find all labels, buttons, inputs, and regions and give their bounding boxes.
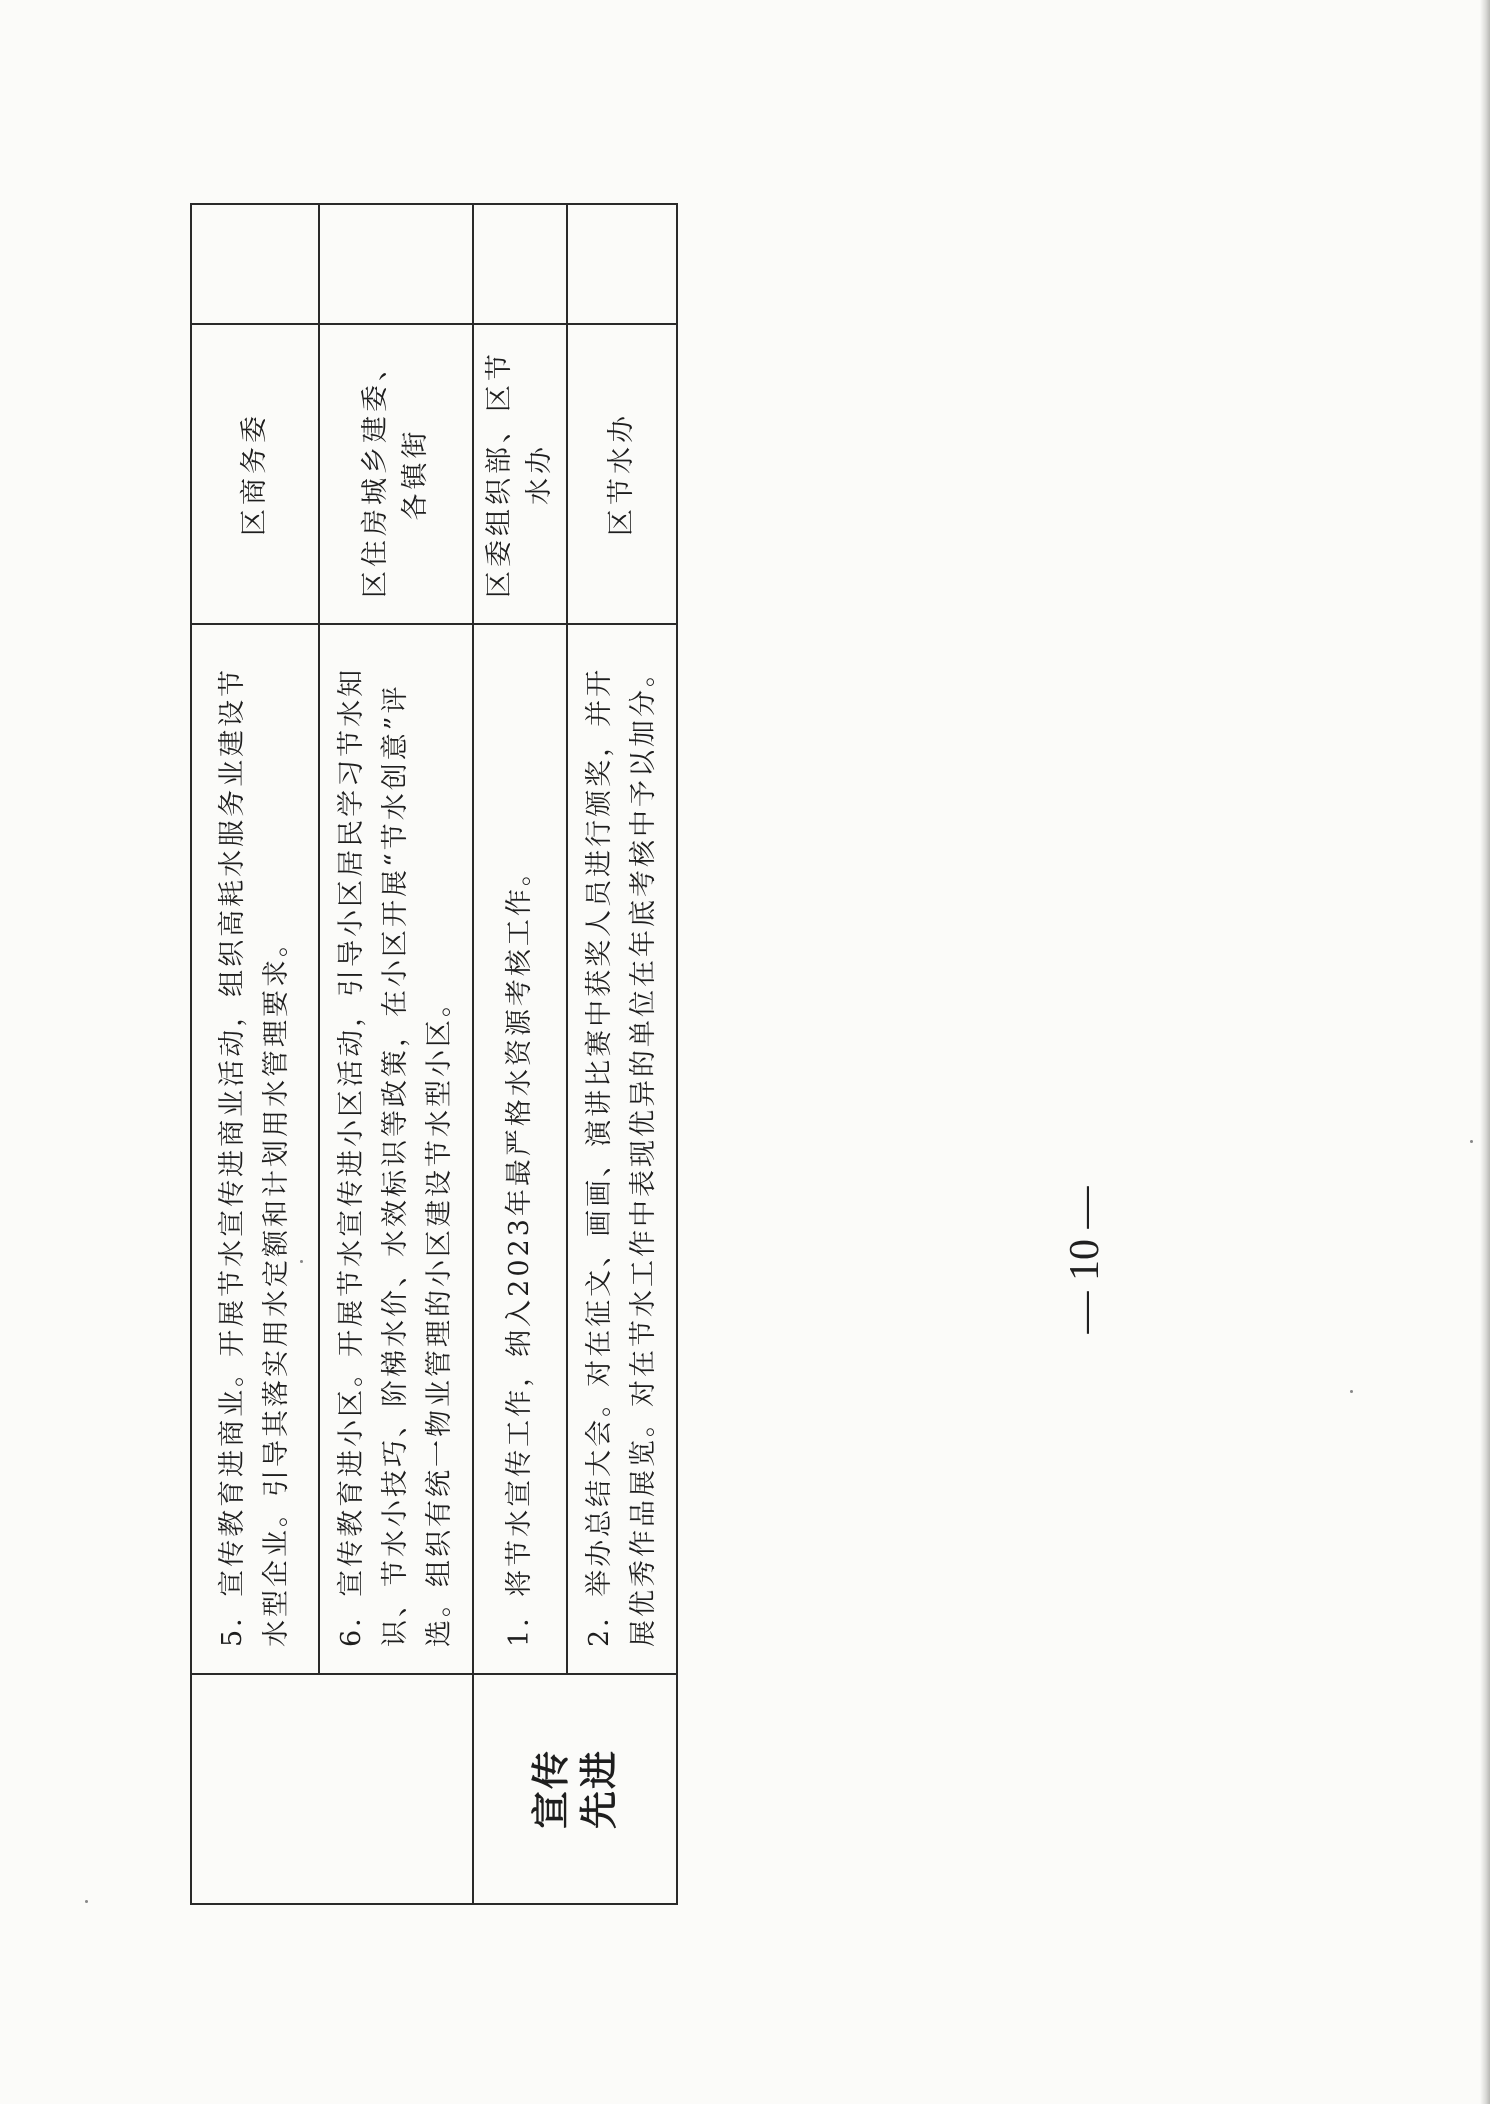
category-cell bbox=[473, 1674, 677, 1904]
page-number: — 10 — bbox=[1062, 1186, 1108, 1334]
content-cell: 1．将节水宣传工作，纳入2023年最严格水资源考核工作。 bbox=[473, 624, 567, 1674]
work-plan-table bbox=[190, 203, 678, 1905]
table-row bbox=[191, 204, 319, 1904]
table-row bbox=[319, 204, 473, 1904]
rotated-table-container bbox=[190, 205, 659, 1905]
table-row bbox=[473, 204, 567, 1904]
scan-speck bbox=[1350, 1390, 1353, 1393]
content-cell: 5．宣传教育进商业。开展节水宣传进商业活动，组织高耗水服务业建设节水型企业。引导其落实用水定额和计划用水管理要求。 bbox=[191, 624, 319, 1674]
content-cell: 2．举办总结大会。对在征文、画画、演讲比赛中获奖人员进行颁奖，并开展优秀作品展览。对在节水工作中表现优异的单位在年底考核中予以加分。 bbox=[567, 624, 677, 1674]
empty-cell bbox=[319, 204, 473, 324]
scan-edge-artifact bbox=[1480, 0, 1490, 2104]
empty-cell bbox=[567, 204, 677, 324]
department-cell: 区节水办 bbox=[567, 324, 677, 624]
scan-speck bbox=[1470, 1140, 1473, 1143]
scan-speck bbox=[300, 1260, 303, 1263]
category-cell bbox=[191, 1674, 473, 1904]
content-cell: 6．宣传教育进小区。开展节水宣传进小区活动，引导小区居民学习节水知识、节水小技巧、阶梯水价、水效标识等政策，在小区开展“节水创意”评选。组织有统一物业管理的小区建设节水型小区。 bbox=[319, 624, 473, 1674]
department-cell: 区委组织部、区节水办 bbox=[473, 324, 567, 624]
scan-speck bbox=[85, 1900, 88, 1903]
empty-cell bbox=[473, 204, 567, 324]
table-row bbox=[567, 204, 677, 1904]
department-cell: 区商务委 bbox=[191, 324, 319, 624]
department-cell: 区住房城乡建委、各镇街 bbox=[319, 324, 473, 624]
empty-cell bbox=[191, 204, 319, 324]
category-label: 宣传 先进 bbox=[529, 1749, 621, 1830]
